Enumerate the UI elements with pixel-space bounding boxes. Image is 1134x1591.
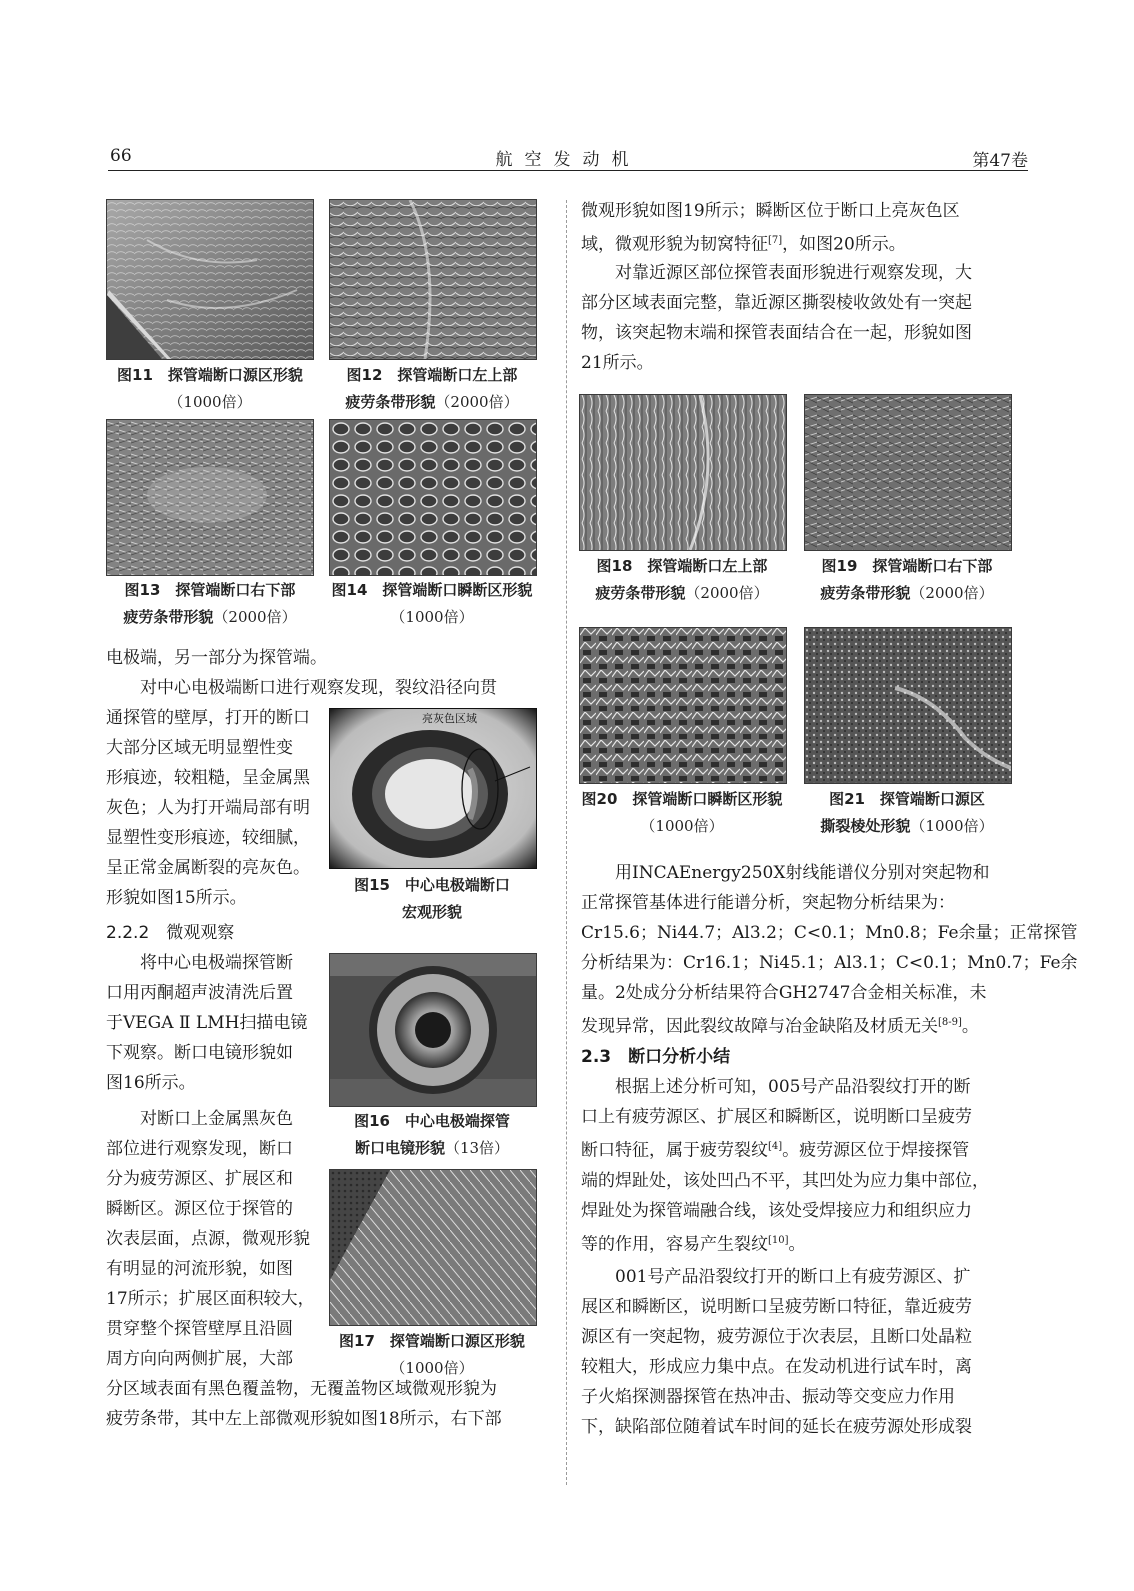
figure-15-title: 图15 中心电极端断口 xyxy=(354,876,510,894)
figure-12-sem-image xyxy=(329,199,537,360)
figure-20-title: 图20 探管端断口瞬断区形貌 xyxy=(581,790,783,808)
running-header xyxy=(108,144,1028,170)
figure-15-macro-photo xyxy=(329,708,537,869)
left-paragraph-2-wrap: 通探管的壁厚，打开的断口 大部分区域无明显塑性变 形痕迹，较粗糙，呈金属黑 灰色；人为打开端局部有明 显塑性变形痕迹，较细腻， 呈正常金属断裂的亮灰色。 形貌如图15所示。 xyxy=(106,708,310,908)
figure-16-title: 图16 中心电极端探管 xyxy=(354,1112,510,1130)
figure-18-sem-image xyxy=(579,394,787,551)
figure-17-title: 图17 探管端断口源区形貌 xyxy=(339,1332,525,1350)
left-paragraph-4-wrap: 对断口上金属黑灰色 部位进行观察发现，断口 分为疲劳源区、扩展区和 瞬断区。源区位于探管的 次表层面，点源，微观形貌 有明显的河流形貌，如图 17所示；扩展区面积较大， 贯穿整个探管壁厚且沿圆 周方向向两侧扩展，大部 xyxy=(106,1109,315,1369)
figure-21-sem-image xyxy=(804,627,1012,784)
figure-13-title-line2: 疲劳条带形貌 xyxy=(123,608,214,626)
figure-14-title: 图14 探管端断口瞬断区形貌 xyxy=(331,581,533,599)
figure-21-title: 图21 探管端断口源区 xyxy=(829,790,985,808)
figure-13-caption xyxy=(100,577,320,631)
citation-7: [7] xyxy=(768,235,783,246)
citation-8-9: [8-9] xyxy=(938,1017,962,1028)
figure-17-sem-image xyxy=(329,1169,537,1326)
figure-14-scale: （1000倍） xyxy=(390,608,474,626)
figure-13-sem-image xyxy=(106,419,314,576)
figure-16-title-line2: 断口电镜形貌 xyxy=(354,1139,445,1157)
figure-15-annotation: 亮灰色区域 xyxy=(422,712,477,725)
figure-19-title-line2: 疲劳条带形貌 xyxy=(820,584,911,602)
figure-12-caption xyxy=(324,362,540,416)
figure-20-sem-image xyxy=(579,627,787,784)
right-paragraph-1: 微观形貌如图19所示；瞬断区位于断口上亮灰色区 域，微观形貌为韧窝特征[7]，如图20所示。 xyxy=(581,201,960,255)
citation-10: [10] xyxy=(768,1234,789,1246)
header-rule xyxy=(108,170,1028,171)
figure-20-scale: （1000倍） xyxy=(640,817,724,835)
figure-11-sem-image xyxy=(106,199,314,360)
figure-13-title: 图13 探管端断口右下部 xyxy=(124,581,296,599)
left-paragraph-2-first-line: 对中心电极端断口进行观察发现，裂纹沿径向贯 xyxy=(140,678,497,698)
right-paragraph-2: 对靠近源区部位探管表面形貌进行观察发现，大 部分区域表面完整，靠近源区撕裂棱收敛处有一突起 物，该突起物末端和探管表面结合在一起，形貌如图 21所示。 xyxy=(581,263,972,373)
right-paragraph-3: 用INCAEnergy250X射线能谱仪分别对突起物和 正常探管基体进行能谱分析，突起物分析结果为： Cr15.6；Ni44.7；Al3.2；C<0.1；Mn0.8；Fe余量；正常探管 分析结果为：Cr16.1；Ni45.1；Al3.1；C<0.1；Mn0.7；Fe余 量。2处成分分析结果符合GH2747合金相关标准，未 发现异常，因此裂纹故障与冶金缺陷及材质无关[8-9]。 xyxy=(581,863,1078,1037)
figure-19-sem-image xyxy=(804,394,1012,551)
figure-14-sem-image xyxy=(329,419,537,576)
figure-16-scale: （13倍） xyxy=(444,1139,510,1157)
figure-12-scale: （2000倍） xyxy=(435,393,519,411)
figure-19-scale: （2000倍） xyxy=(910,584,994,602)
column-divider xyxy=(566,200,567,1485)
page-number: 66 xyxy=(110,146,132,166)
figure-11-caption xyxy=(100,362,320,416)
figure-17-caption xyxy=(324,1328,540,1382)
figure-15-caption xyxy=(324,872,540,926)
figure-20-caption xyxy=(574,786,790,840)
figure-18-title: 图18 探管端断口左上部 xyxy=(596,557,768,575)
figure-21-scale: （1000倍） xyxy=(910,817,994,835)
figure-17-scale: （1000倍） xyxy=(390,1359,474,1377)
figure-19-caption xyxy=(799,553,1015,607)
figure-13-scale: （2000倍） xyxy=(213,608,297,626)
right-paragraph-4: 根据上述分析可知，005号产品沿裂纹打开的断 口上有疲劳源区、扩展区和瞬断区，说明断口呈疲劳 断口特征，属于疲劳裂纹[4]。疲劳源区位于焊接探管 端的焊趾处，该处凹凸不平，其凹处为应力集中部位， 焊趾处为探管端融合线，该处受焊接应力和组织应力 等的作用，容易产生裂纹[10]。 xyxy=(581,1077,989,1255)
left-paragraph-4-full: 分区域表面有黑色覆盖物，无覆盖物区域微观形貌为 疲劳条带，其中左上部微观形貌如图18所示，右下部 xyxy=(106,1379,502,1429)
figure-12-title: 图12 探管端断口左上部 xyxy=(346,366,518,384)
figure-16-sem-image xyxy=(329,953,537,1107)
citation-4: [4] xyxy=(768,1141,783,1152)
journal-title: 航空发动机 xyxy=(495,150,641,170)
section-2-3-heading: 2.3 断口分析小结 xyxy=(581,1047,731,1067)
left-paragraph-3: 将中心电极端探管断 口用丙酮超声波清洗后置 于VEGA Ⅱ LMH扫描电镜 下观察。断口电镜形貌如 图16所示。 xyxy=(106,953,308,1093)
right-paragraph-5: 001号产品沿裂纹打开的断口上有疲劳源区、扩 展区和瞬断区，说明断口呈疲劳断口特征，靠近疲劳 源区有一突起物，疲劳源位于次表层，且断口处晶粒 较粗大，形成应力集中点。在发动机进行试车时，离 子火焰探测器探管在热冲击、振动等交变应力作用 下，缺陷部位随着试车时间的延长在疲劳源处形成裂 xyxy=(581,1267,972,1437)
figure-12-title-line2: 疲劳条带形貌 xyxy=(345,393,436,411)
figure-21-title-line2: 撕裂棱处形貌 xyxy=(820,817,911,835)
figure-14-caption xyxy=(324,577,540,631)
figure-11-title: 图11 探管端断口源区形貌 xyxy=(117,366,303,384)
figure-18-title-line2: 疲劳条带形貌 xyxy=(595,584,686,602)
section-2-2-2-heading: 2.2.2 微观观察 xyxy=(106,923,235,943)
figure-15-title-line2: 宏观形貌 xyxy=(401,903,462,921)
figure-18-caption xyxy=(574,553,790,607)
figure-21-caption xyxy=(799,786,1015,840)
left-paragraph-1: 电极端，另一部分为探管端。 xyxy=(106,648,327,668)
figure-16-caption xyxy=(324,1108,540,1162)
figure-11-scale: （1000倍） xyxy=(168,393,252,411)
volume-label: 第47卷 xyxy=(972,151,1028,171)
figure-18-scale: （2000倍） xyxy=(685,584,769,602)
figure-19-title: 图19 探管端断口右下部 xyxy=(821,557,993,575)
